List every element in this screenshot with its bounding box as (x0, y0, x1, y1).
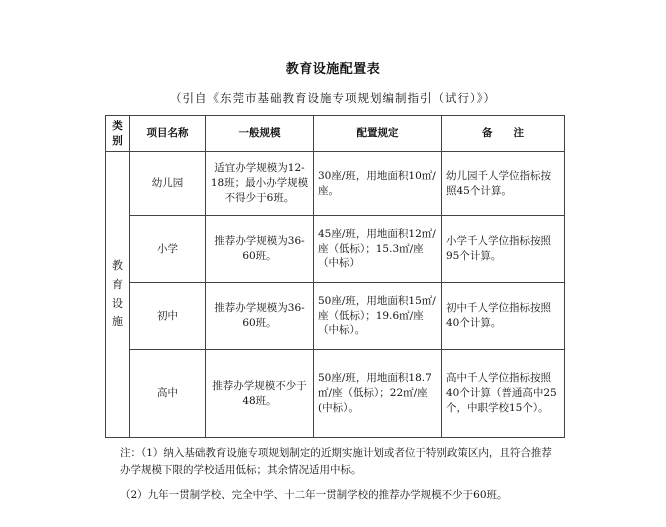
row-name: 幼儿园 (130, 152, 206, 216)
category-char: 施 (112, 315, 123, 329)
header-config: 配置规定 (314, 116, 442, 152)
page-title: 教育设施配置表 (285, 62, 381, 77)
table-row (106, 350, 565, 438)
row-config: 30座/班，用地面积10㎡/座。 (314, 152, 442, 216)
note-2: （2）九年一贯制学校、完全中学、十二年一贯制学校的推荐办学规模不少于60班。 (120, 488, 508, 501)
row-scale: 推荐办学规模为36-60班。 (206, 283, 314, 350)
row-remark: 高中千人学位指标按照40个计算（普通高中25个，中职学校15个）。 (442, 350, 565, 438)
category-char: 教 (112, 259, 123, 273)
row-remark: 幼儿园千人学位指标按照45个计算。 (442, 152, 565, 216)
note-1: 注：（1）纳入基础教育设施专项规划制定的近期实施计划或者位于特别政策区内，且符合推荐办学规模下限的学校适用低标；其余情况适用中标。 (120, 447, 552, 476)
row-remark: 小学千人学位指标按照95个计算。 (442, 216, 565, 283)
row-remark: 初中千人学位指标按照40个计算。 (442, 283, 565, 350)
row-scale: 推荐办学规模为36-60班。 (206, 216, 314, 283)
table-row (106, 152, 565, 216)
category-char: 设 (112, 296, 123, 310)
row-config: 45座/班，用地面积12㎡/座（低标）；15.3㎡/座（中标） (314, 216, 442, 283)
row-scale: 推荐办学规模不少于48班。 (206, 350, 314, 438)
table-row (106, 216, 565, 283)
row-scale: 适宜办学规模为12-18班；最小办学规模不得少于6班。 (206, 152, 314, 216)
facility-table (105, 115, 565, 438)
category-cell (106, 152, 130, 438)
table-row (106, 283, 565, 350)
header-category: 类别 (106, 116, 130, 152)
row-name: 小学 (130, 216, 206, 283)
row-name: 高中 (130, 350, 206, 438)
header-scale: 一般规模 (206, 116, 314, 152)
category-char: 育 (112, 277, 123, 291)
notes (120, 445, 560, 503)
row-name: 初中 (130, 283, 206, 350)
row-config: 50座/班，用地面积18.7㎡/座（低标）；22㎡/座(中标）。 (314, 350, 442, 438)
page-subtitle: （引自《东莞市基础教育设施专项规划编制指引（试行）》） (170, 91, 496, 105)
row-config: 50座/班，用地面积15㎡/座（低标）；19.6㎡/座（中标）。 (314, 283, 442, 350)
header-name: 项目名称 (130, 116, 206, 152)
table-header-row (106, 116, 565, 152)
header-remark: 备 注 (442, 116, 565, 152)
